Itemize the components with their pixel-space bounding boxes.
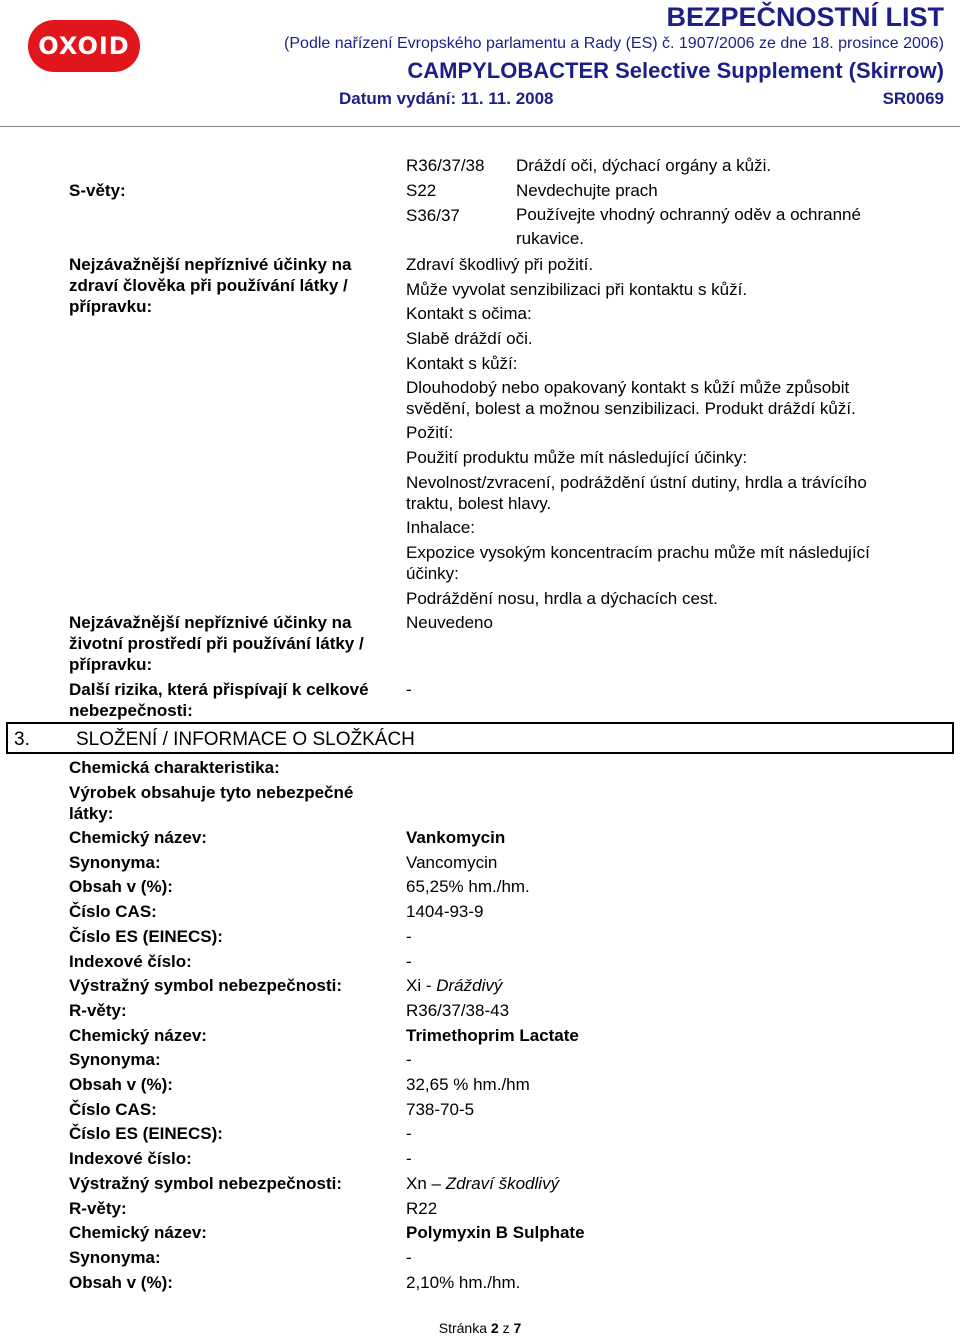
component-field-label: Výstražný symbol nebezpečnosti:	[69, 1174, 343, 1193]
health-line: Zdraví škodlivý při požití.	[406, 255, 594, 274]
component-field-label: Chemický název:	[69, 828, 207, 847]
component-field-label: Číslo CAS:	[69, 902, 157, 921]
product-code: SR0069	[882, 89, 944, 108]
footer-total: 7	[513, 1320, 522, 1336]
regulation-note: (Podle nařízení Evropského parlamentu a Rady (ES) č. 1907/2006 ze dne 18. prosince 2006)	[284, 35, 944, 52]
component-field-text: Xn –	[406, 1174, 446, 1193]
component-field-value	[406, 876, 530, 897]
document-title: BEZPEČNOSTNÍ LIST	[666, 2, 944, 32]
s22-text: Nevdechujte prach	[516, 181, 658, 200]
component-field-text: -	[406, 1149, 412, 1168]
component-field-value	[406, 1000, 509, 1021]
component-field-value	[406, 901, 484, 922]
section-number: 3.	[14, 729, 30, 750]
component-field-label: Chemický název:	[69, 1026, 207, 1045]
health-line: Použití produktu může mít následující účinky:	[406, 448, 748, 467]
health-line: Slabě dráždí oči.	[406, 329, 533, 348]
chemical-characteristic-label: Chemická charakteristika:	[69, 758, 280, 777]
component-field-text: 32,65 % hm./hm	[406, 1075, 530, 1094]
oxoid-logo	[28, 20, 140, 72]
footer-sep: z	[502, 1320, 510, 1336]
footer-prefix: Stránka	[438, 1320, 487, 1336]
component-field-label: Synonyma:	[69, 1248, 161, 1267]
environment-effects-value: Neuvedeno	[406, 613, 493, 632]
component-field-label: Obsah v (%):	[69, 1075, 173, 1094]
r-phrase-code: R36/37/38	[406, 156, 485, 175]
page-footer	[0, 1320, 960, 1336]
component-field-text: -	[406, 927, 412, 946]
component-field-value	[406, 1099, 474, 1120]
component-field-label: Číslo CAS:	[69, 1100, 157, 1119]
component-field-text: -	[406, 1050, 412, 1069]
component-field-value	[406, 1123, 412, 1144]
section-3-heading	[6, 722, 954, 754]
section-title: SLOŽENÍ / INFORMACE O SLOŽKÁCH	[76, 729, 415, 750]
environment-effects-label: Nejzávažnější nepříznivé účinky na životní prostředí při používání látky / přípravku:	[69, 613, 364, 674]
component-field-label: R-věty:	[69, 1199, 127, 1218]
component-field-label: Výstražný symbol nebezpečnosti:	[69, 976, 343, 995]
component-field-value	[406, 1049, 412, 1070]
s-phrases-label: S-věty:	[69, 181, 126, 200]
component-field-label: Chemický název:	[69, 1223, 207, 1242]
other-risks-label: Další rizika, která přispívají k celkové nebezpečnosti:	[69, 680, 369, 720]
health-line: Dlouhodobý nebo opakovaný kontakt s kůží může způsobit svědění, bolest a možnou senzibilizaci. Produkt dráždí kůží.	[406, 378, 856, 418]
component-field-text: 738-70-5	[406, 1100, 475, 1119]
component-field-value	[406, 951, 412, 972]
hazard-symbol-name: Dráždivý	[436, 976, 503, 995]
component-field-text: 1404-93-9	[406, 902, 484, 921]
other-risks-value: -	[406, 680, 412, 699]
header-divider	[0, 126, 960, 127]
health-line: Nevolnost/zvracení, podráždění ústní dutiny, hrdla a trávícího traktu, bolest hlavy.	[406, 473, 867, 513]
component-field-value	[406, 827, 505, 848]
component-field-value	[406, 1198, 437, 1219]
component-field-text: -	[406, 1248, 412, 1267]
health-effects-label: Nejzávažnější nepříznivé účinky na zdraví člověka při používání látky / přípravku:	[69, 255, 352, 316]
health-line: Podráždění nosu, hrdla a dýchacích cest.	[406, 589, 718, 608]
health-line: Kontakt s očima:	[406, 304, 532, 323]
product-name: CAMPYLOBACTER Selective Supplement (Skirrow)	[407, 58, 944, 83]
footer-page: 2	[490, 1320, 499, 1336]
component-field-value	[406, 1222, 585, 1243]
component-field-text: Vancomycin	[406, 853, 498, 872]
component-field-label: Indexové číslo:	[69, 1149, 192, 1168]
s3637-code: S36/37	[406, 206, 460, 225]
component-field-value	[406, 1148, 412, 1169]
r-phrase-text: Dráždí oči, dýchací orgány a kůži.	[516, 156, 772, 175]
component-field-text: Vankomycin	[406, 828, 506, 847]
component-field-label: Indexové číslo:	[69, 952, 192, 971]
component-field-text: Polymyxin B Sulphate	[406, 1223, 585, 1242]
health-line: Kontakt s kůží:	[406, 354, 518, 373]
component-field-value	[406, 975, 502, 996]
component-field-label: Synonyma:	[69, 1050, 161, 1069]
s3637-text: Používejte vhodný ochranný oděv a ochranné rukavice.	[516, 205, 861, 248]
hazard-symbol-name: Zdraví škodlivý	[445, 1174, 560, 1193]
health-line: Může vyvolat senzibilizaci při kontaktu s kůží.	[406, 280, 748, 299]
component-field-label: Číslo ES (EINECS):	[69, 927, 223, 946]
component-field-value	[406, 1074, 530, 1095]
component-field-label: Číslo ES (EINECS):	[69, 1124, 223, 1143]
component-field-value	[406, 852, 497, 873]
health-line: Inhalace:	[406, 518, 475, 537]
component-field-text: R36/37/38-43	[406, 1001, 510, 1020]
issue-date: Datum vydání: 11. 11. 2008	[339, 89, 554, 108]
component-field-text: Xi -	[406, 976, 437, 995]
component-field-text: 65,25% hm./hm.	[406, 877, 530, 896]
component-field-value	[406, 1025, 579, 1046]
component-field-value	[406, 1173, 559, 1194]
component-field-text: Trimethoprim Lactate	[406, 1026, 579, 1045]
logo-text: OXOID	[38, 32, 130, 60]
s22-code: S22	[406, 181, 437, 200]
component-field-label: Synonyma:	[69, 853, 161, 872]
component-field-label: Obsah v (%):	[69, 877, 173, 896]
component-field-value	[406, 1247, 412, 1268]
component-field-label: R-věty:	[69, 1001, 127, 1020]
component-field-text: -	[406, 952, 412, 971]
component-field-text: 2,10% hm./hm.	[406, 1273, 521, 1292]
component-field-text: R22	[406, 1199, 438, 1218]
component-field-value	[406, 926, 412, 947]
component-field-text: -	[406, 1124, 412, 1143]
component-field-value	[406, 1272, 520, 1293]
contains-hazardous-label: Výrobek obsahuje tyto nebezpečné látky:	[69, 783, 354, 823]
health-line: Požití:	[406, 423, 454, 442]
health-line: Expozice vysokým koncentracím prachu může mít následující účinky:	[406, 543, 870, 583]
component-field-label: Obsah v (%):	[69, 1273, 173, 1292]
